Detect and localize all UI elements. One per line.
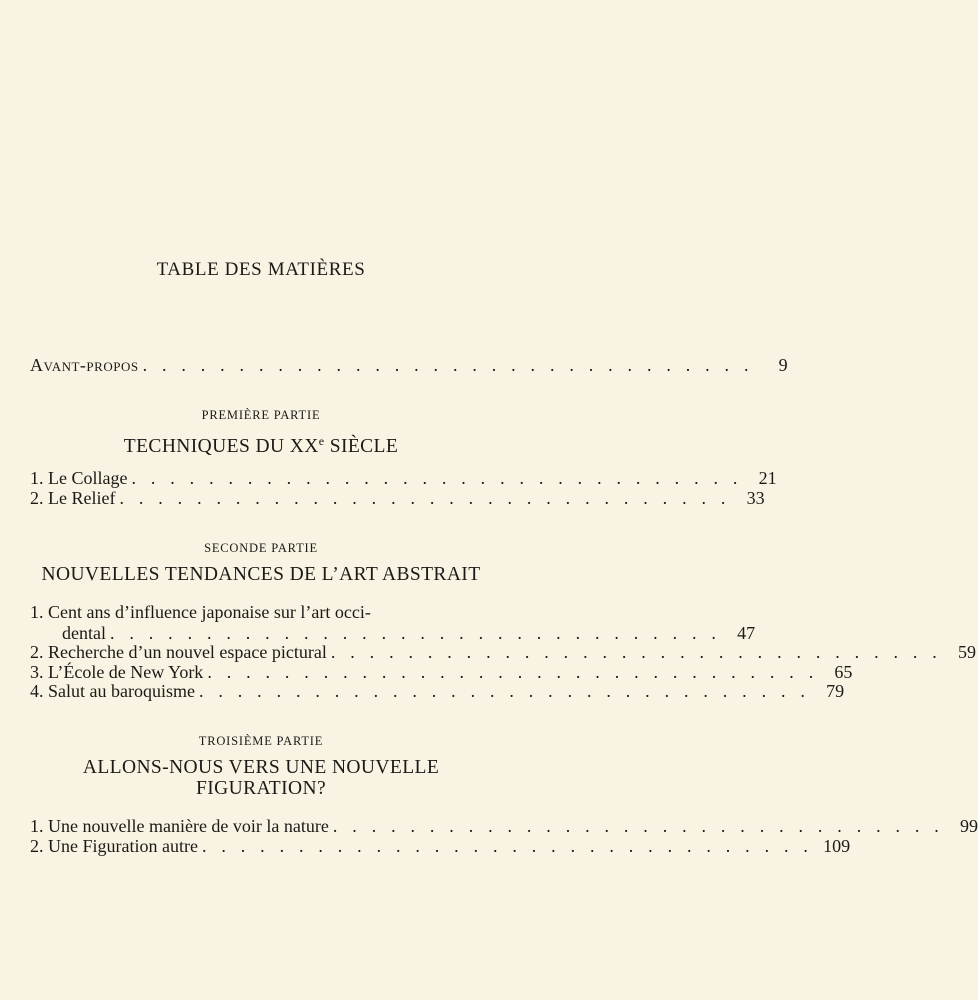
leader-dots: . . . . . . . . . . . . . . . . . . . . . . . . . . . . . . . . [198,681,811,701]
toc-entry [30,680,845,702]
page-number: 47 [737,623,756,643]
toc-entry [30,835,851,857]
page-number: 59 [957,642,976,662]
part-label: PREMIÈRE PARTIE [201,408,321,422]
entry-label: dental [62,623,106,643]
toc-entry [30,641,976,663]
part-heading: NOUVELLES TENDANCES DE L’ART ABSTRAIT [41,564,481,585]
leader-dots: . . . . . . . . . . . . . . . . . . . . . . . . . . . . . . . . [332,816,944,836]
leader-dots: . . . . . . . . . . . . . . . . . . . . . . . . . . . . . . . . [109,623,722,643]
entry-label: 1. Cent ans d’influence japonaise sur l’art occi- [30,602,371,622]
leader-dots: . . . . . . . . . . . . . . . . . . . . . . . . . . . . . . . . [207,662,819,682]
toc-entry [30,487,765,509]
entry-label: 1. Une nouvelle manière de voir la nature [30,816,329,836]
toc-entry-avant-propos [30,354,788,376]
entry-label: Avant-propos [30,355,139,375]
part-heading [0,430,522,458]
leader-dots: . . . . . . . . . . . . . . . . . . . . . . . . . . . . . . . . [201,836,814,856]
part-heading-text: TECHNIQUES DU XX [123,436,319,457]
toc-entry [30,815,978,837]
part-heading-line-1: ALLONS-NOUS VERS UNE NOUVELLE [82,757,440,778]
page-number: 79 [826,681,845,701]
toc-title: TABLE DES MATIÈRES [156,259,366,280]
page-number: 65 [834,662,853,682]
leader-dots: . . . . . . . . . . . . . . . . . . . . . . . . . . . . . . . . [131,468,743,488]
toc-entry [30,467,777,489]
page-number: 9 [778,355,788,375]
entry-label: 3. L’École de New York [30,662,204,682]
entry-label: 2. Une Figuration autre [30,836,198,856]
part-heading-line-2: FIGURATION? [195,778,327,799]
leader-dots: . . . . . . . . . . . . . . . . . . . . . . . . . . . . . . . . [119,488,731,508]
superscript-e: e [318,434,325,448]
part-heading-end: SIÈCLE [324,436,399,457]
toc-entry [30,601,492,623]
page-number: 109 [823,836,851,856]
entry-label: 2. Le Relief [30,488,116,508]
page-number: 99 [960,816,978,836]
page-number: 21 [758,468,777,488]
part-label: TROISIÈME PARTIE [198,734,324,748]
entry-label: 4. Salut au baroquisme [30,681,195,701]
leader-dots: . . . . . . . . . . . . . . . . . . . . . . . . . . . . . . . . [142,355,754,375]
page-number: 33 [746,488,765,508]
part-label: SECONDE PARTIE [204,541,318,555]
entry-label: 2. Recherche d’un nouvel espace pictural [30,642,327,662]
leader-dots: . . . . . . . . . . . . . . . . . . . . . . . . . . . . . . . . [330,642,942,662]
entry-label: 1. Le Collage [30,468,128,488]
